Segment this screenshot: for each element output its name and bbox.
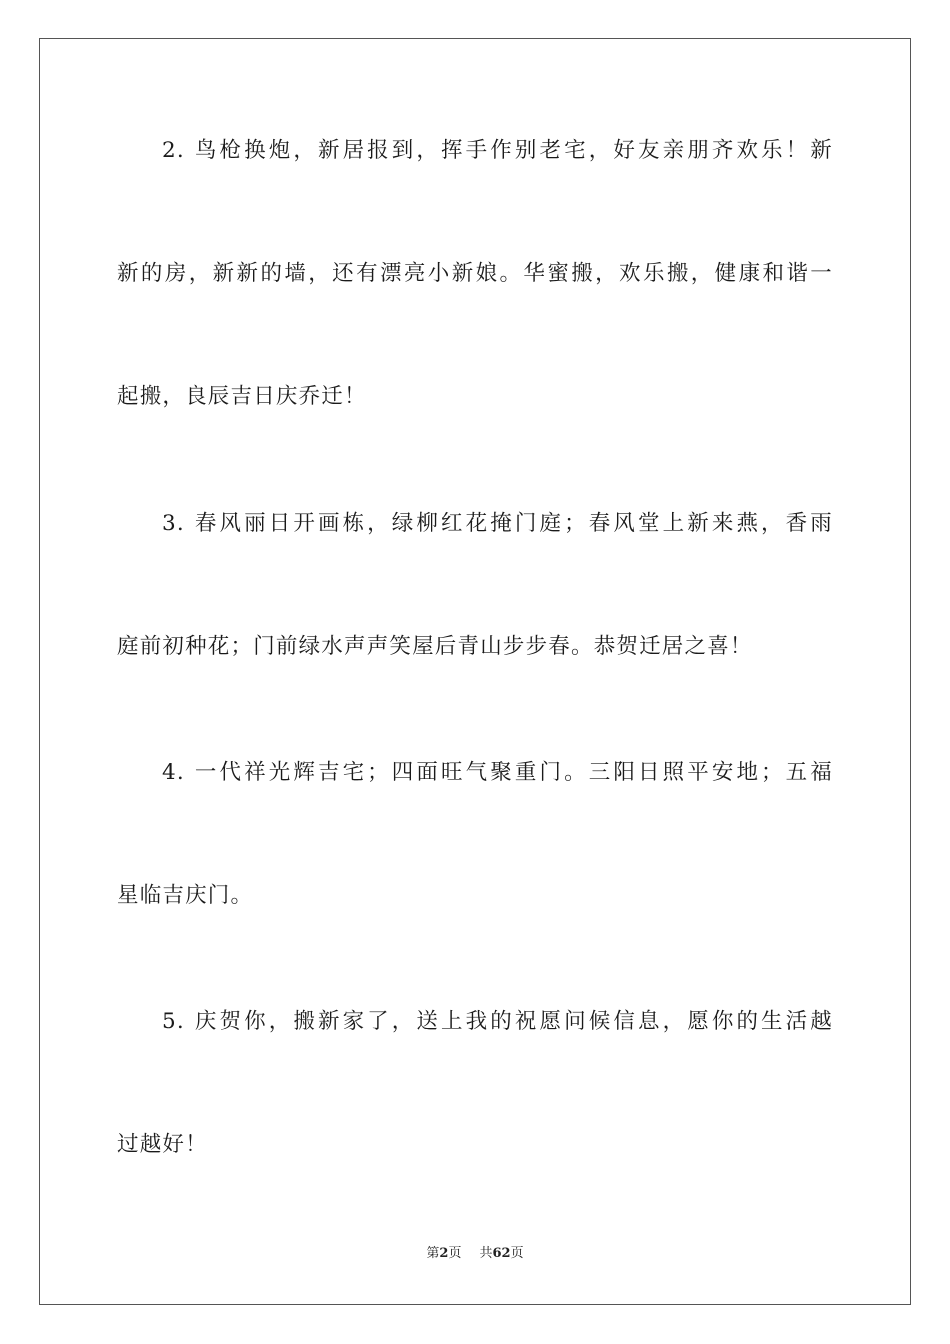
footer-total-unit: 页 xyxy=(510,1246,524,1261)
paragraph-3-line-1: 3. 春风丽日开画栋，绿柳红花掩门庭；春风堂上新来燕，香雨 xyxy=(162,511,833,536)
page-footer xyxy=(0,1245,950,1263)
paragraph-3-line-2: 庭前初种花；门前绿水声声笑屋后青山步步春。恭贺迁居之喜！ xyxy=(117,634,753,659)
paragraph-2-line-2: 新的房，新新的墙，还有漂亮小新娘。华蜜搬，欢乐搬，健康和谐一 xyxy=(117,261,833,286)
page-border xyxy=(39,38,911,1305)
footer-total-prefix: 共 xyxy=(479,1246,493,1261)
footer-total-pages: 62 xyxy=(492,1246,511,1261)
footer-prefix: 第 xyxy=(426,1246,440,1261)
paragraph-2-line-3: 起搬，良辰吉日庆乔迁！ xyxy=(117,384,367,409)
footer-current-page: 2 xyxy=(439,1246,449,1261)
paragraph-4-line-2: 星临吉庆门。 xyxy=(117,883,254,908)
paragraph-4-line-1: 4. 一代祥光辉吉宅；四面旺气聚重门。三阳日照平安地；五福 xyxy=(162,760,833,785)
paragraph-5-line-1: 5. 庆贺你，搬新家了，送上我的祝愿问候信息，愿你的生活越 xyxy=(162,1009,833,1034)
footer-page-unit: 页 xyxy=(448,1246,462,1261)
paragraph-2-line-1: 2. 鸟枪换炮，新居报到，挥手作别老宅，好友亲朋齐欢乐！新 xyxy=(162,138,833,163)
paragraph-5-line-2: 过越好！ xyxy=(117,1132,208,1157)
